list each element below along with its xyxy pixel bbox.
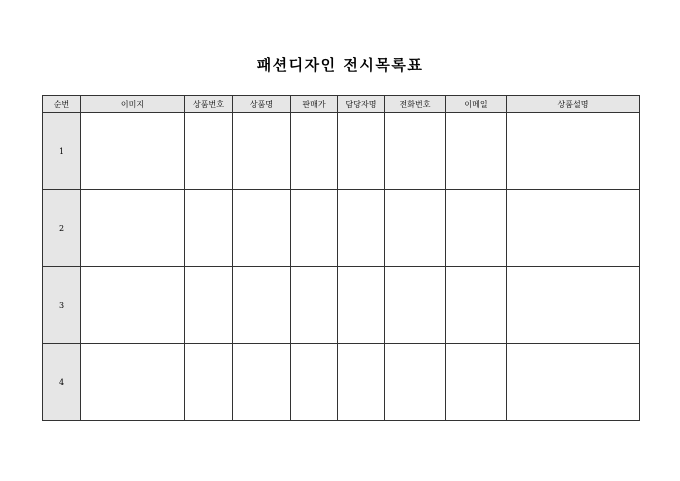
product-number-cell [185,344,233,421]
header-no: 순번 [43,96,81,113]
phone-cell [385,344,446,421]
row-number: 1 [43,113,81,190]
price-cell [291,190,338,267]
header-phone: 전화번호 [385,96,446,113]
phone-cell [385,267,446,344]
product-number-cell [185,267,233,344]
row-number: 3 [43,267,81,344]
table-row [43,344,640,421]
header-description: 상품설명 [507,96,640,113]
price-cell [291,267,338,344]
row-number: 4 [43,344,81,421]
description-cell [507,267,640,344]
price-cell [291,113,338,190]
phone-cell [385,113,446,190]
description-cell [507,190,640,267]
manager-cell [338,344,385,421]
email-cell [446,190,507,267]
header-price: 판매가 [291,96,338,113]
email-cell [446,344,507,421]
email-cell [446,113,507,190]
table-row [43,267,640,344]
manager-cell [338,190,385,267]
phone-cell [385,190,446,267]
product-name-cell [233,344,291,421]
manager-cell [338,113,385,190]
product-number-cell [185,190,233,267]
manager-cell [338,267,385,344]
table-row [43,190,640,267]
product-number-cell [185,113,233,190]
table-header-row [43,96,640,113]
header-email: 이메일 [446,96,507,113]
document-title: 패션디자인 전시목록표 [256,56,424,74]
price-cell [291,344,338,421]
email-cell [446,267,507,344]
header-product-name: 상품명 [233,96,291,113]
product-name-cell [233,190,291,267]
header-image: 이미지 [81,96,185,113]
description-cell [507,113,640,190]
product-name-cell [233,113,291,190]
image-cell [81,190,185,267]
image-cell [81,344,185,421]
image-cell [81,113,185,190]
header-manager: 담당자명 [338,96,385,113]
table-row [43,113,640,190]
image-cell [81,267,185,344]
row-number: 2 [43,190,81,267]
description-cell [507,344,640,421]
exhibition-list-table [42,95,640,421]
header-product-number: 상품번호 [185,96,233,113]
product-name-cell [233,267,291,344]
